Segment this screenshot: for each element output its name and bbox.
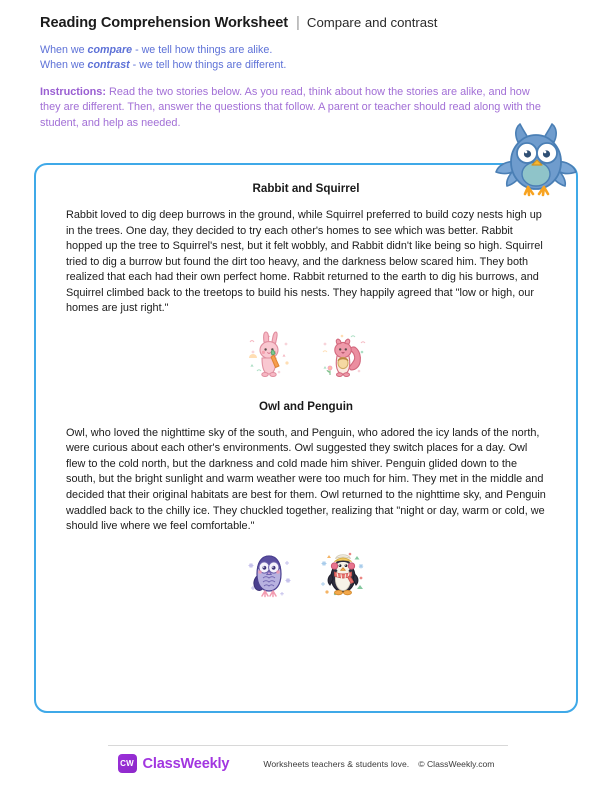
definition-contrast-term: contrast xyxy=(87,59,130,72)
page-title xyxy=(40,14,572,31)
definition-contrast-suffix: - we tell how things are different. xyxy=(129,59,287,72)
definition-contrast xyxy=(40,58,572,73)
story-body-rabbit-and-squirrel: Rabbit loved to dig deep burrows in the ground, while Squirrel preferred to build cozy nests high up in the trees. One day, they decided to try each other's homes to see which was better. Rabbit hopped up the tree to Squirrel's nest, but it felt wobbly, and Rabbit didn't like being so high. Squirrel tried to dig a burrow but found the dirt too heavy, and the darkness below scared him. They both realized that each had their own perfect home. Rabbit returned to the earth to dig his burrows, and Squirrel climbed back to the treetops to build his nests. They happily agreed that "low or high, our homes are just right." xyxy=(66,209,543,315)
rabbit-illustration-icon xyxy=(243,330,295,382)
definition-compare-term: compare xyxy=(87,44,133,56)
owl-illustration-icon xyxy=(243,548,295,600)
story-body-owl-and-penguin: Owl, who loved the nighttime sky of the south, and Penguin, who adored the icy lands of the north, were curious about each other's environments. Owl suggested they switch places for a day. Owl flew to the cold north, but the darkness and cold made him shiver. Penguin glided down to the south, but the bright sunlight and warm weather were too much for him. They met in the middle and decided that their original habitats are best for them. Owl returned to the nighttime sky, and Penguin waddled back to the chilly ice. They chuckled together, realizing that "night or day, warm or cold, we should live where we feel comfortable." xyxy=(66,426,546,533)
brand-logo[interactable] xyxy=(118,754,230,773)
owl-mascot-icon xyxy=(492,122,580,198)
story-title-owl-and-penguin: Owl and Penguin xyxy=(258,399,354,413)
classweekly-badge-icon: CW xyxy=(118,754,137,773)
definition-compare-prefix: When we xyxy=(40,44,88,56)
title-main-text: Reading Comprehension Worksheet xyxy=(40,15,289,31)
definitions-block xyxy=(40,43,572,74)
title-separator: | xyxy=(296,14,300,31)
instructions-label: Instructions: xyxy=(40,85,106,98)
brand-name-text: ClassWeekly xyxy=(142,755,230,772)
story-separator xyxy=(36,382,576,400)
story-1-illustrations xyxy=(36,330,576,382)
worksheet-header xyxy=(0,0,612,132)
definition-compare-suffix: - we tell how things are alike. xyxy=(132,44,273,56)
footer xyxy=(0,754,612,773)
instructions-text: Read the two stories below. As you read, think about how the stories are alike, and how they are different. Then, answer the questions that follow. A parent or teacher should read along with the student, and help as needed. xyxy=(40,85,541,129)
stories-card xyxy=(34,163,578,713)
squirrel-illustration-icon xyxy=(317,330,369,382)
definition-contrast-prefix: When we xyxy=(40,59,88,72)
story-title-rabbit-and-squirrel: Rabbit and Squirrel xyxy=(252,182,360,195)
footer-divider xyxy=(108,745,508,746)
definition-compare xyxy=(40,43,572,58)
footer-copyright: © ClassWeekly.com xyxy=(418,758,495,769)
instructions-block xyxy=(40,85,552,132)
title-subtitle-text: Compare and contrast xyxy=(306,15,438,30)
penguin-illustration-icon xyxy=(317,548,369,600)
footer-tagline: Worksheets teachers & students love. xyxy=(263,758,410,769)
story-2-illustrations xyxy=(36,548,576,600)
